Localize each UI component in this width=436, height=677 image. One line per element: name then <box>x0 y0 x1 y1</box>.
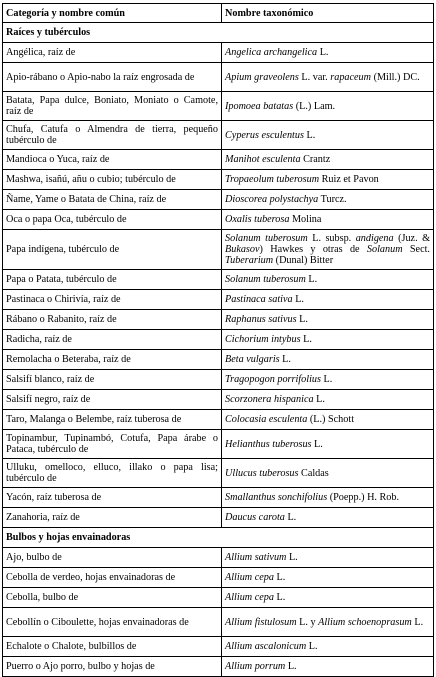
table-row <box>3 330 434 350</box>
table-row <box>3 637 434 657</box>
table-row <box>3 390 434 410</box>
author-citation-part: (Poepp.) H. Rob. <box>327 492 400 503</box>
author-citation-part: L. <box>320 374 333 385</box>
common-name-cell: Papa indígena, tubérculo de <box>3 230 222 270</box>
scientific-name-part: Tropaeolum tuberosum <box>225 174 320 185</box>
scientific-name-part: Dioscorea polystachya <box>225 194 319 205</box>
table-row <box>3 548 434 568</box>
scientific-name-part: Raphanus sativus <box>225 314 297 325</box>
header-taxonomic-name: Nombre taxonómico <box>222 4 434 23</box>
author-citation-part: Caldas <box>298 467 329 479</box>
common-name-cell: Mandioca o Yuca, raíz de <box>3 150 222 170</box>
table-row <box>3 459 434 488</box>
common-name-cell: Papa o Patata, tubérculo de <box>3 270 222 290</box>
taxonomic-name-cell <box>222 488 434 508</box>
author-citation-part: Turcz. <box>318 194 347 205</box>
taxonomic-name-cell <box>222 210 434 230</box>
common-name-cell: Ulluku, omelloco, elluco, illako o papa lisa; tubérculo de <box>3 459 222 488</box>
common-name-cell: Radicha, raíz de <box>3 330 222 350</box>
common-name-cell: Topinambur, Tupinambó, Cotufa, Papa árabe o Pataca, tubérculo de <box>3 430 222 459</box>
scientific-name-part: Cichorium intybus <box>225 334 301 345</box>
author-citation-part: L. <box>273 572 286 583</box>
taxonomic-name-cell <box>222 370 434 390</box>
scientific-name-part: andigena <box>355 233 394 244</box>
common-name-cell: Puerro o Ajo porro, bulbo y hojas de <box>3 657 222 677</box>
taxonomic-name-cell <box>222 548 434 568</box>
scientific-name-part: Colocasia esculenta <box>225 414 308 425</box>
common-name-cell: Cebollín o Ciboulette, hojas envainadoras de <box>3 608 222 637</box>
scientific-name-part: Allium cepa <box>225 572 274 583</box>
taxonomic-name-cell <box>222 657 434 677</box>
taxonomic-name-cell <box>222 270 434 290</box>
author-citation-part: L. <box>279 354 291 365</box>
taxonomic-name-cell <box>222 330 434 350</box>
author-citation-part: L. <box>285 661 297 672</box>
taxonomic-name-cell <box>222 350 434 370</box>
table-row <box>3 270 434 290</box>
scientific-name-part: Tragopogon porrifolius <box>225 374 321 385</box>
taxonomic-name-cell <box>222 430 434 459</box>
scientific-name-part: Solanum tuberosum <box>225 233 308 244</box>
author-citation-part: L. <box>411 616 424 628</box>
scientific-name-part: Beta vulgaris <box>225 354 280 365</box>
taxonomic-name-cell <box>222 410 434 430</box>
header-row <box>3 4 434 23</box>
taxonomic-name-cell <box>222 390 434 410</box>
author-citation-part: L. <box>286 552 298 563</box>
author-citation-part: L. <box>300 334 312 345</box>
author-citation-part: L. <box>305 274 318 285</box>
author-citation-part: (Dunal) Bitter <box>273 255 334 266</box>
table-row <box>3 43 434 63</box>
taxonomic-name-cell <box>222 588 434 608</box>
header-common-name: Categoría y nombre común <box>3 4 222 23</box>
scientific-name-part: Scorzonera hispanica <box>225 394 314 405</box>
author-citation-part: Ruiz et Pavon <box>319 174 379 185</box>
scientific-name-part: Angelica archangelica <box>225 47 318 58</box>
common-name-cell: Remolacha o Beteraba, raíz de <box>3 350 222 370</box>
taxonomic-name-cell <box>222 170 434 190</box>
taxonomic-name-cell <box>222 637 434 657</box>
taxonomic-name-cell <box>222 190 434 210</box>
taxonomic-name-cell <box>222 230 434 270</box>
author-citation-part: (L.) Lam. <box>293 100 336 112</box>
section-title: Raíces y tubérculos <box>3 23 434 43</box>
table-row <box>3 657 434 677</box>
scientific-name-part: Allium porrum <box>225 661 286 672</box>
common-name-cell: Oca o papa Oca, tubérculo de <box>3 210 222 230</box>
scientific-name-part: Manihot esculenta <box>225 154 301 165</box>
taxonomic-name-cell <box>222 608 434 637</box>
author-citation-part: L. <box>313 394 325 405</box>
scientific-name-part: Allium ascalonicum <box>225 641 307 652</box>
common-name-cell: Salsifí blanco, raíz de <box>3 370 222 390</box>
taxonomic-name-cell <box>222 290 434 310</box>
common-name-cell: Apio-rábano o Apio-nabo la raíz engrosada de <box>3 63 222 92</box>
table-row <box>3 568 434 588</box>
taxonomic-name-cell <box>222 459 434 488</box>
scientific-name-part: Allium fistulosum <box>225 616 297 628</box>
scientific-name-part: rapaceum <box>330 71 372 83</box>
common-name-cell: Zanahoria, raíz de <box>3 508 222 528</box>
taxonomic-name-cell <box>222 43 434 63</box>
author-citation-part: (Juz. & <box>393 233 431 244</box>
common-name-cell: Cebolla, bulbo de <box>3 588 222 608</box>
taxonomic-name-cell <box>222 150 434 170</box>
author-citation-part: L. <box>311 438 323 450</box>
author-citation-part: L. <box>306 641 318 652</box>
table-row <box>3 430 434 459</box>
scientific-name-part: Allium schoenoprasum <box>318 616 412 628</box>
scientific-name-part: Cyperus esculentus <box>225 129 304 141</box>
table-row <box>3 350 434 370</box>
common-name-cell: Cebolla de verdeo, hojas envainadoras de <box>3 568 222 588</box>
table-body <box>3 4 434 677</box>
table-row <box>3 588 434 608</box>
author-citation-part: Molina <box>289 214 322 225</box>
taxonomic-name-cell <box>222 508 434 528</box>
table-row <box>3 508 434 528</box>
table-row <box>3 210 434 230</box>
common-name-cell: Batata, Papa dulce, Boniato, Moniato o Camote, raíz de <box>3 92 222 121</box>
section-header-row <box>3 528 434 548</box>
author-citation-part: ) Hawkes y otras de <box>259 244 367 255</box>
table-row <box>3 92 434 121</box>
common-name-cell: Echalote o Chalote, bulbillos de <box>3 637 222 657</box>
author-citation-part: Sect. <box>402 244 430 255</box>
table-row <box>3 230 434 270</box>
table-row <box>3 370 434 390</box>
taxonomic-name-cell <box>222 121 434 150</box>
scientific-name-part: Allium cepa <box>225 592 274 603</box>
table-row <box>3 63 434 92</box>
taxonomic-name-cell <box>222 63 434 92</box>
author-citation-part: L. <box>273 592 286 603</box>
table-row <box>3 608 434 637</box>
scientific-name-part: Oxalis tuberosa <box>225 214 290 225</box>
scientific-name-part: Solanum <box>366 244 403 255</box>
table-row <box>3 488 434 508</box>
common-name-cell: Angélica, raíz de <box>3 43 222 63</box>
author-citation-part: L. subsp. <box>307 233 356 244</box>
scientific-name-part: Pastinaca sativa <box>225 294 293 305</box>
table-row <box>3 410 434 430</box>
table-row <box>3 310 434 330</box>
scientific-name-part: Smallanthus sonchifolius <box>225 492 328 503</box>
common-name-cell: Salsifí negro, raíz de <box>3 390 222 410</box>
taxonomic-name-cell <box>222 568 434 588</box>
common-name-cell: Mashwa, isañú, añu o cubio; tubérculo de <box>3 170 222 190</box>
scientific-name-part: Ipomoea batatas <box>225 100 294 112</box>
common-name-cell: Pastinaca o Chirivía, raíz de <box>3 290 222 310</box>
author-citation-part: L. <box>303 129 316 141</box>
common-name-cell: Ñame, Yame o Batata de China, raíz de <box>3 190 222 210</box>
table-row <box>3 121 434 150</box>
author-citation-part: L. <box>292 294 304 305</box>
section-title: Bulbos y hojas envainadoras <box>3 528 434 548</box>
common-name-cell: Chufa, Catufa o Almendra de tierra, pequeño tubérculo de <box>3 121 222 150</box>
scientific-name-part: Allium sativum <box>225 552 287 563</box>
author-citation-part: L. var. <box>298 71 331 83</box>
author-citation-part: L. y <box>296 616 319 628</box>
scientific-name-part: Tuberarium <box>225 255 274 266</box>
author-citation-part: L. <box>296 314 308 325</box>
table-row <box>3 150 434 170</box>
table-row <box>3 290 434 310</box>
scientific-name-part: Daucus carota <box>225 512 285 523</box>
common-name-cell: Taro, Malanga o Belembe, raíz tuberosa de <box>3 410 222 430</box>
taxonomy-table <box>2 3 434 677</box>
common-name-cell: Ajo, bulbo de <box>3 548 222 568</box>
scientific-name-part: Solanum tuberosum <box>225 274 306 285</box>
author-citation-part: (Mill.) DC. <box>371 71 420 83</box>
scientific-name-part: Bukasov <box>225 244 260 255</box>
taxonomic-name-cell <box>222 310 434 330</box>
taxonomic-name-cell <box>222 92 434 121</box>
table-row <box>3 190 434 210</box>
author-citation-part: Crantz <box>300 154 331 165</box>
scientific-name-part: Apium graveolens <box>225 71 299 83</box>
author-citation-part: L. <box>284 512 297 523</box>
section-header-row <box>3 23 434 43</box>
scientific-name-part: Helianthus tuberosus <box>225 438 312 450</box>
common-name-cell: Yacón, raíz tuberosa de <box>3 488 222 508</box>
author-citation-part: L. <box>317 47 329 58</box>
table-row <box>3 170 434 190</box>
common-name-cell: Rábano o Rabanito, raíz de <box>3 310 222 330</box>
scientific-name-part: Ullucus tuberosus <box>225 467 299 479</box>
author-citation-part: (L.) Schott <box>307 414 355 425</box>
